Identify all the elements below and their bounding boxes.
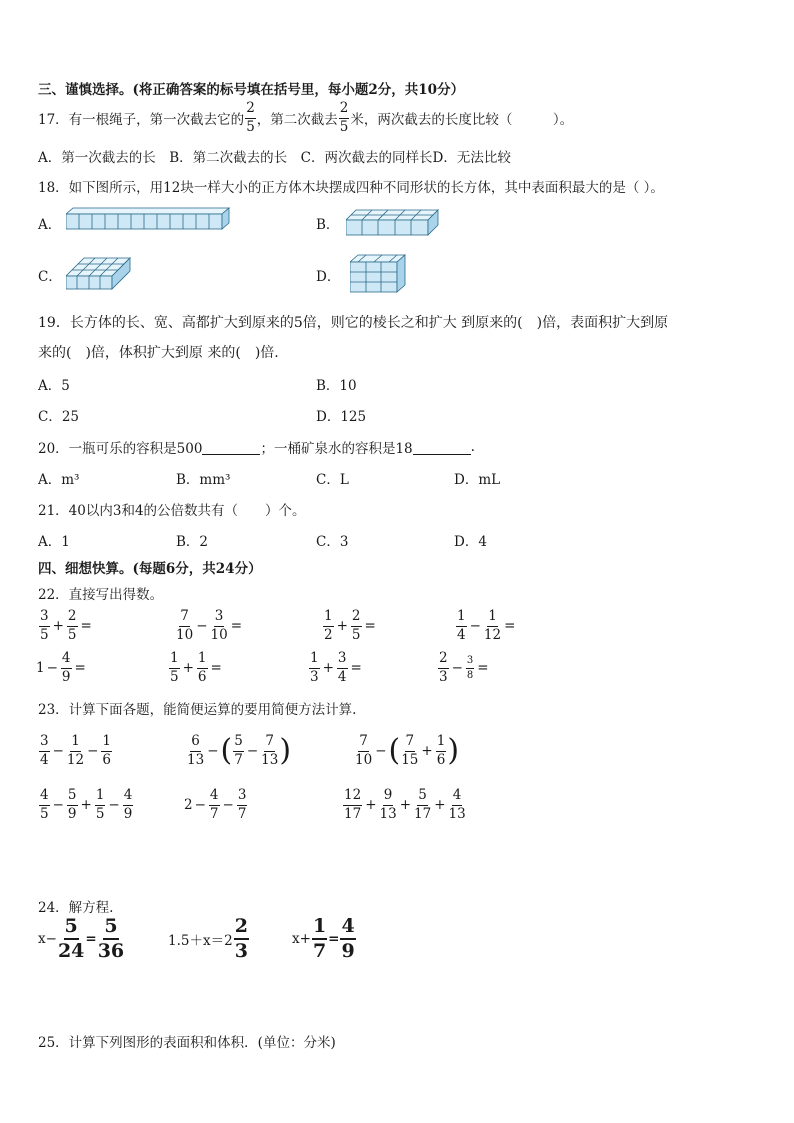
- q20-mid: ；一桶矿泉水的容积是18: [260, 441, 413, 457]
- q18-option-c-label: C．: [38, 269, 62, 285]
- q21-option-a: A．1: [38, 534, 70, 550]
- q22-expr-2: $\frac{7}{10}$ − $\frac{3}{10}$ =: [176, 608, 242, 643]
- q20-option-a: A．m³: [38, 472, 80, 488]
- q20-option-b: B．mm³: [176, 472, 231, 488]
- cuboid-figure-d: [350, 254, 408, 296]
- q17-options: A．第一次截去的长 B．第二次截去的长 C．两次截去的同样长D．无法比较: [38, 150, 511, 166]
- q19-option-a: A．5: [38, 378, 70, 394]
- q21-option-c: C．3: [316, 534, 349, 550]
- q20-option-d: D．mL: [454, 472, 501, 488]
- q17-post: 米，两次截去的长度比较（ ）。: [350, 112, 574, 128]
- q24-equation-3: x + $\frac{1}{7}$ = $\frac{4}{9}$: [292, 915, 355, 962]
- q17-mid: ，第二次截去: [256, 112, 338, 128]
- q23-expr-1: $\frac{3}{4}$ − $\frac{1}{12}$ − $\frac{1}{6}$: [40, 733, 111, 768]
- q22-expr-8: $\frac{2}{3}$ − $\frac{3}{8}$ =: [439, 650, 489, 685]
- q20-blank-2[interactable]: [413, 440, 471, 455]
- q23-expr-6: $\frac{12}{17}$ + $\frac{9}{13}$ + $\frac{5}{17}$ + $\frac{4}{13}$: [344, 787, 466, 822]
- q23-expr-5: 2 − $\frac{4}{7}$ − $\frac{3}{7}$: [184, 787, 247, 822]
- question-24: 24．解方程.: [38, 900, 114, 916]
- q23-expr-2: $\frac{6}{13}$ − ( $\frac{5}{7}$ − $\frac{7}{13}$ ): [187, 733, 292, 768]
- q21-option-b: B．2: [176, 534, 209, 550]
- section-3-title: 三、谨慎选择。(将正确答案的标号填在括号里，每小题2分，共10分）: [38, 82, 465, 98]
- question-19-line-2: 来的( )倍，体积扩大到原 来的( )倍.: [38, 345, 279, 361]
- q20-blank-1[interactable]: [202, 440, 260, 455]
- q17-fraction-1: $\frac{2}{5}$: [246, 100, 255, 135]
- q24-equation-2: 1.5＋x＝2 $\frac{2}{3}$: [168, 915, 248, 962]
- section-4-title: 四、细想快算。(每题6分，共24分）: [38, 561, 262, 577]
- cuboid-figure-c: [66, 256, 134, 292]
- question-21: 21．40以内3和4的公倍数共有（ ）个。: [38, 503, 306, 519]
- q20-option-c: C．L: [316, 472, 349, 488]
- question-18: 18．如下图所示，用12块一样大小的正方体木块摆成四种不同形状的长方体，其中表面积最大的是（ ）。: [38, 180, 664, 196]
- q18-option-a-label: A．: [38, 217, 62, 233]
- cuboid-figure-a: [66, 206, 234, 234]
- q18-option-d-label: D．: [316, 269, 341, 285]
- question-23: 23．计算下面各题，能简便运算的要用简便方法计算.: [38, 702, 357, 718]
- question-20: [38, 437, 475, 457]
- q22-expr-1: $\frac{3}{5}$ + $\frac{2}{5}$ =: [40, 608, 92, 643]
- question-22: 22．直接写出得数。: [38, 587, 164, 603]
- q20-pre: 20．一瓶可乐的容积是500: [38, 441, 203, 457]
- q17-fraction-2: $\frac{2}{5}$: [339, 100, 349, 135]
- q23-expr-3: $\frac{7}{10}$ − ( $\frac{7}{15}$ + $\frac{1}{6}$ ): [355, 733, 460, 768]
- q19-option-c: C．25: [38, 409, 80, 425]
- q22-expr-7: $\frac{1}{3}$ + $\frac{3}{4}$ =: [310, 650, 362, 685]
- q24-equation-1: x − $\frac{5}{24}$ = $\frac{5}{36}$: [38, 915, 125, 962]
- q22-expr-3: $\frac{1}{2}$ + $\frac{2}{5}$ =: [324, 608, 376, 643]
- question-19-line-1: 19．长方体的长、宽、高都扩大到原来的5倍，则它的棱长之和扩大 到原来的( )倍，表面积扩大到原: [38, 315, 669, 331]
- q17-pre: 17．有一根绳子，第一次截去它的: [38, 112, 245, 128]
- q23-expr-4: $\frac{4}{5}$ − $\frac{5}{9}$ + $\frac{1}{5}$ − $\frac{4}{9}$: [40, 787, 133, 822]
- q22-expr-4: $\frac{1}{4}$ − $\frac{1}{12}$ =: [457, 608, 516, 643]
- q21-option-d: D．4: [454, 534, 487, 550]
- q20-post: .: [470, 439, 475, 455]
- q18-option-b-label: B．: [316, 217, 340, 233]
- q19-option-d: D．125: [316, 409, 367, 425]
- question-25: 25．计算下列图形的表面积和体积．(单位：分米): [38, 1035, 336, 1051]
- q22-expr-6: $\frac{1}{5}$ + $\frac{1}{6}$ =: [170, 650, 222, 685]
- cuboid-figure-b: [346, 208, 442, 238]
- q22-expr-5: 1 − $\frac{4}{9}$ =: [36, 650, 86, 685]
- q19-option-b: B．10: [316, 378, 357, 394]
- question-17: [38, 98, 573, 138]
